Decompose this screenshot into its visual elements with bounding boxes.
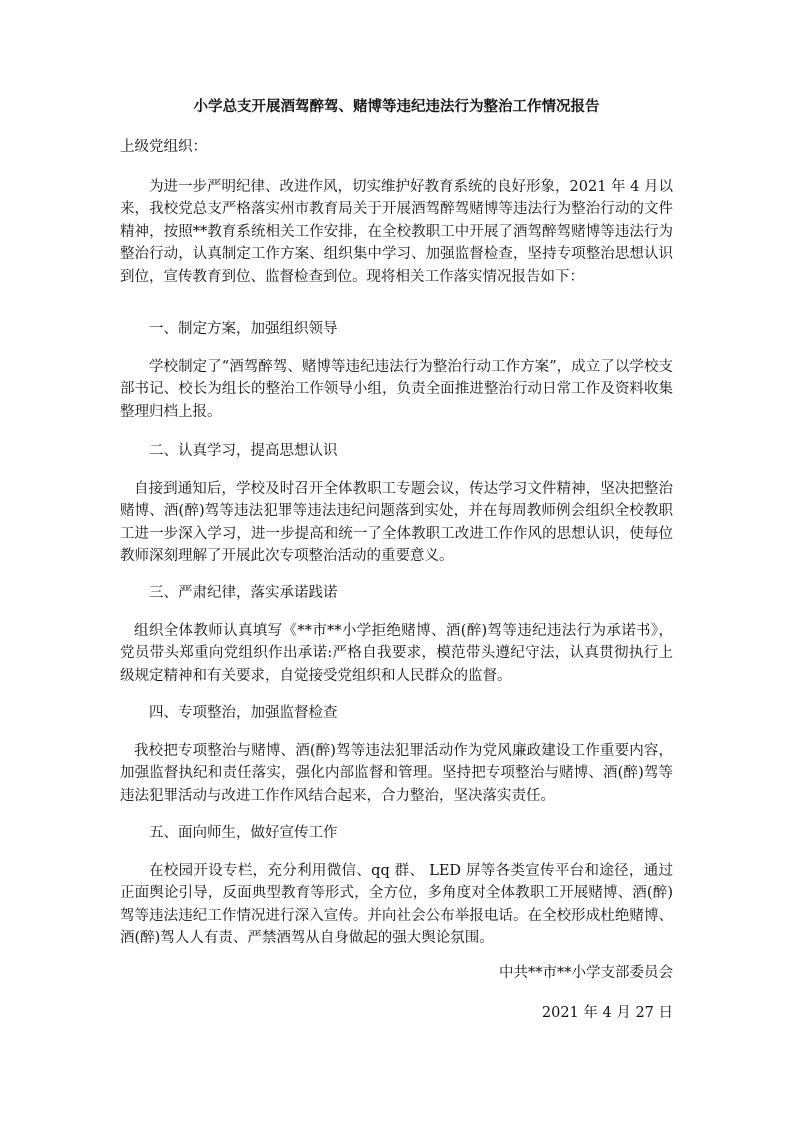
section-5-heading: 五、面向师生，做好宣传工作 (149, 825, 338, 841)
section-1-heading: 一、制定方案，加强组织领导 (149, 321, 338, 337)
section-5-body: 在校园开设专栏，充分利用微信、qq 群、 LED 屏等各类宣传平台和途径，通过正面舆论引导，反面典型教育等形式，全方位，多角度对全体教职工开展赌博、酒(醉)驾等违法违纪工作情况进行深入宣传。并向社会公布举报电话。在全校形成杜绝赌博、酒(醉)驾人人有责、严禁酒驾从自身做起的强大舆论氛围。 (120, 863, 673, 947)
section-1-body: 学校制定了“酒驾醉驾、赌博等违纪违法行为整治行动工作方案”，成立了以学校支部书记、校长为组长的整治工作领导小组，负责全面推进整治行动日常工作及资料收集整理归档上报。 (120, 359, 673, 420)
signature-date: 2021 年 4 月 27 日 (541, 1005, 673, 1021)
document-title: 小学总支开展酒驾醉驾、赌博等违纪违法行为整治工作情况报告 (193, 99, 600, 115)
section-4-heading: 四、专项整治，加强监督检查 (149, 705, 338, 721)
intro-paragraph: 为进一步严明纪律、改进作风，切实维护好教育系统的良好形象，2021 年 4 月以来，我校党总支严格落实州市教育局关于开展酒驾醉驾赌博等违法行为整治行动的文件精神，按照**教育系统相关工作安排，在全校教职工中开展了酒驾醉驾赌博等违法行为整治行动，认真制定工作方案、组织集中学习、加强监督检查，坚持专项整治思想认识到位，宣传教育到位、监督检查到位。现将相关工作落实情况报告如下： (120, 179, 673, 285)
section-4-body: 我校把专项整治与赌博、酒(醉)驾等违法犯罪活动作为党风廉政建设工作重要内容，加强监督执纪和责任落实，强化内部监督和管理。坚持把专项整治与赌博、酒(醉)驾等违法犯罪活动与改进工作作风结合起来，合力整治，坚决落实责任。 (120, 743, 673, 804)
salutation: 上级党组织： (120, 139, 207, 155)
section-3-heading: 三、严肃纪律，落实承诺践诺 (149, 585, 338, 601)
section-2-heading: 二、认真学习，提高思想认识 (149, 443, 338, 459)
signature-organization: 中共**市**小学支部委员会 (499, 965, 673, 981)
section-2-body: 自接到通知后，学校及时召开全体教职工专题会议，传达学习文件精神，坚决把整治赌博、酒(醉)驾等违法犯罪等违法违纪问题落到实处，并在每周教师例会组织全校教职工进一步深入学习，进一步提高和统一了全体教职工改进工作作风的思想认识，使每位教师深刻理解了开展此次专项整治活动的重要意义。 (120, 481, 673, 565)
section-3-body: 组织全体教师认真填写《**市**小学拒绝赌博、酒(醉)驾等违纪违法行为承诺书》，党员带头郑重向党组织作出承诺:严格自我要求，模范带头遵纪守法，认真贯彻执行上级规定精神和有关要求，自觉接受党组织和人民群众的监督。 (120, 623, 673, 684)
